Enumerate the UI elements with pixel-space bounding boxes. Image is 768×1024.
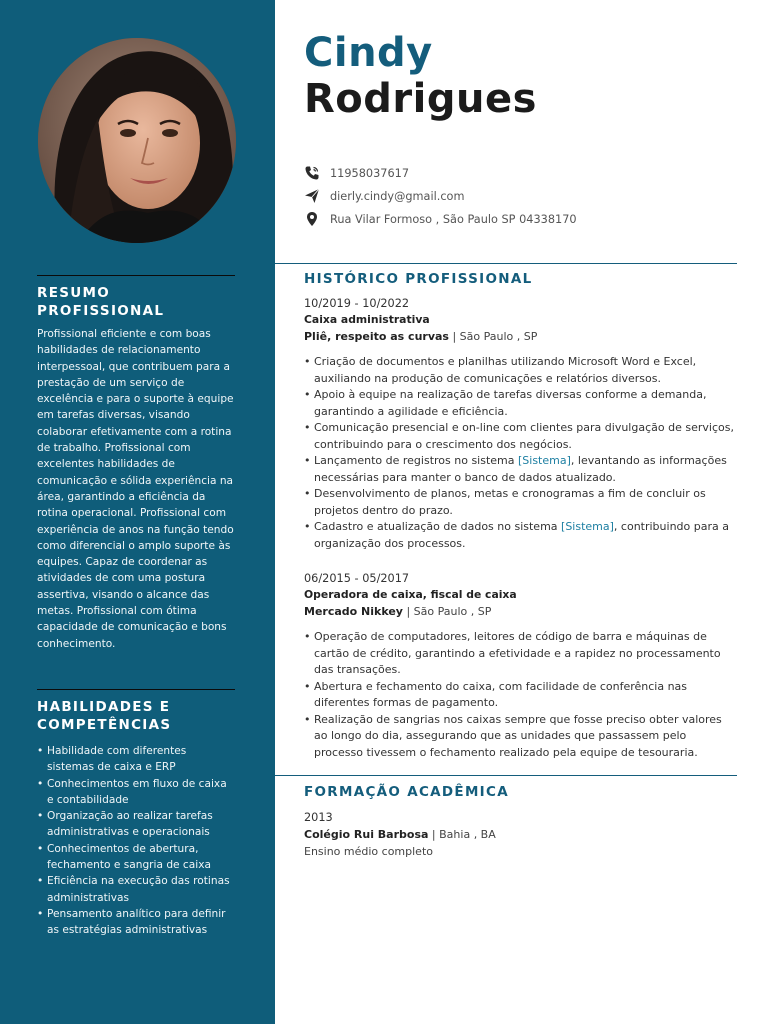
skill-item: • Conhecimentos de abertura, fechamento e sangria de caixa <box>37 841 235 874</box>
job-bullet: • Operação de computadores, leitores de código de barra e máquinas de cartão de crédito, garantindo a efetividade e a rapidez no processamento das transações. <box>304 629 736 679</box>
last-name: Rodrigues <box>304 76 537 122</box>
education-degree: Ensino médio completo <box>304 845 433 858</box>
job-bullet: • Lançamento de registros no sistema [Sistema], levantando as informações necessárias para manter o banco de dados atualizado. <box>304 453 736 486</box>
job-dates: 06/2015 - 05/2017 <box>304 572 410 585</box>
job-company-line <box>304 603 736 620</box>
skill-item: • Habilidade com diferentes sistemas de caixa e ERP <box>37 743 235 776</box>
first-name: Cindy <box>304 30 433 76</box>
skills-list <box>37 743 235 939</box>
skills-divider <box>37 689 235 690</box>
job-bullet: • Desenvolvimento de planos, metas e cronogramas a fim de concluir os projetos dentro do prazo. <box>304 486 736 519</box>
job-role: Operadora de caixa, fiscal de caixa <box>304 588 517 601</box>
summary-text: Profissional eficiente e com boas habilidades de relacionamento interpessoal, que contribuem para a prestação de um serviço de excelência e para o suporte à equipe em tarefas diversas, visando colaborar efetivamente com a rotina de trabalho. Profissional com excelentes habilidades de comunicação e sólida experiência na área, garantindo a eficiência da rotina operacional. Profissional com experiência de anos na função tendo como diferencial o amplo suporte às equipes. Capaz de coordenar as atividades de com uma postura assertiva, visando o alcance das metas. Profissional com ótima capacidade de comunicação e bons conhecimento. <box>37 328 234 650</box>
contact-address <box>304 209 744 229</box>
education-heading: FORMAÇÃO ACADÊMICA <box>304 784 509 800</box>
skills-section <box>37 689 235 939</box>
summary-divider <box>37 275 235 276</box>
job-bullet: • Cadastro e atualização de dados no sistema [Sistema], contribuindo para a organização dos processos. <box>304 519 736 552</box>
skill-item: • Eficiência na execução das rotinas administrativas <box>37 873 235 906</box>
phone-icon <box>304 165 320 181</box>
profile-photo-image <box>38 38 236 243</box>
job-company: Mercado Nikkey <box>304 605 403 618</box>
job-bullet: • Apoio à equipe na realização de tarefas diversas conforme a demanda, garantindo a agilidade e eficiência. <box>304 387 736 420</box>
main-content <box>275 0 768 1024</box>
skills-heading: HABILIDADES E COMPETÊNCIAS <box>37 699 172 733</box>
address-text: Rua Vilar Formoso , São Paulo SP 04338170 <box>330 212 577 226</box>
summary-section <box>37 275 235 652</box>
system-link[interactable]: [Sistema] <box>518 454 571 467</box>
education-school: Colégio Rui Barbosa <box>304 828 429 841</box>
job-company-line <box>304 328 736 345</box>
skill-item: • Pensamento analítico para definir as estratégias administrativas <box>37 906 235 939</box>
job-bullets <box>304 629 736 761</box>
job-dates: 10/2019 - 10/2022 <box>304 297 410 310</box>
job-bullets <box>304 354 736 552</box>
job-company: Pliê, respeito as curvas <box>304 330 449 343</box>
education-year: 2013 <box>304 811 333 824</box>
system-link[interactable]: [Sistema] <box>561 520 614 533</box>
contact-phone <box>304 163 744 183</box>
job-entry <box>304 295 736 552</box>
contact-email <box>304 186 744 206</box>
education-location: | Bahia , BA <box>428 828 496 841</box>
phone-text[interactable]: 11958037617 <box>330 166 410 180</box>
job-bullet: • Criação de documentos e planilhas utilizando Microsoft Word e Excel, auxiliando na produção de comunicações e relatórios diversos. <box>304 354 736 387</box>
education-school-line <box>304 826 736 843</box>
experience-divider <box>275 263 737 264</box>
email-text[interactable]: dierly.cindy@gmail.com <box>330 189 465 203</box>
job-entry <box>304 570 736 761</box>
job-role: Caixa administrativa <box>304 313 430 326</box>
experience-heading: HISTÓRICO PROFISSIONAL <box>304 271 533 287</box>
location-pin-icon <box>304 211 320 227</box>
skill-item: • Conhecimentos em fluxo de caixa e contabilidade <box>37 776 235 809</box>
job-location: | São Paulo , SP <box>448 330 538 343</box>
profile-photo <box>38 38 236 243</box>
job-bullet: • Realização de sangrias nos caixas sempre que fosse preciso obter valores ao longo do dia, assegurando que as unidades que passassem pelo processo tivessem o fechamento realizado pela equipe de tesouraria. <box>304 712 736 762</box>
job-location: | São Paulo , SP <box>402 605 492 618</box>
send-icon <box>304 188 320 204</box>
education-divider <box>275 775 737 776</box>
job-bullet: • Comunicação presencial e on-line com clientes para divulgação de serviços, contribuindo para o crescimento dos negócios. <box>304 420 736 453</box>
skill-item: • Organização ao realizar tarefas administrativas e operacionais <box>37 808 235 841</box>
sidebar <box>0 0 275 1024</box>
education-entry <box>304 809 736 860</box>
summary-heading: RESUMO PROFISSIONAL <box>37 285 165 319</box>
job-bullet: • Abertura e fechamento do caixa, com facilidade de conferência nas diferentes formas de pagamento. <box>304 679 736 712</box>
